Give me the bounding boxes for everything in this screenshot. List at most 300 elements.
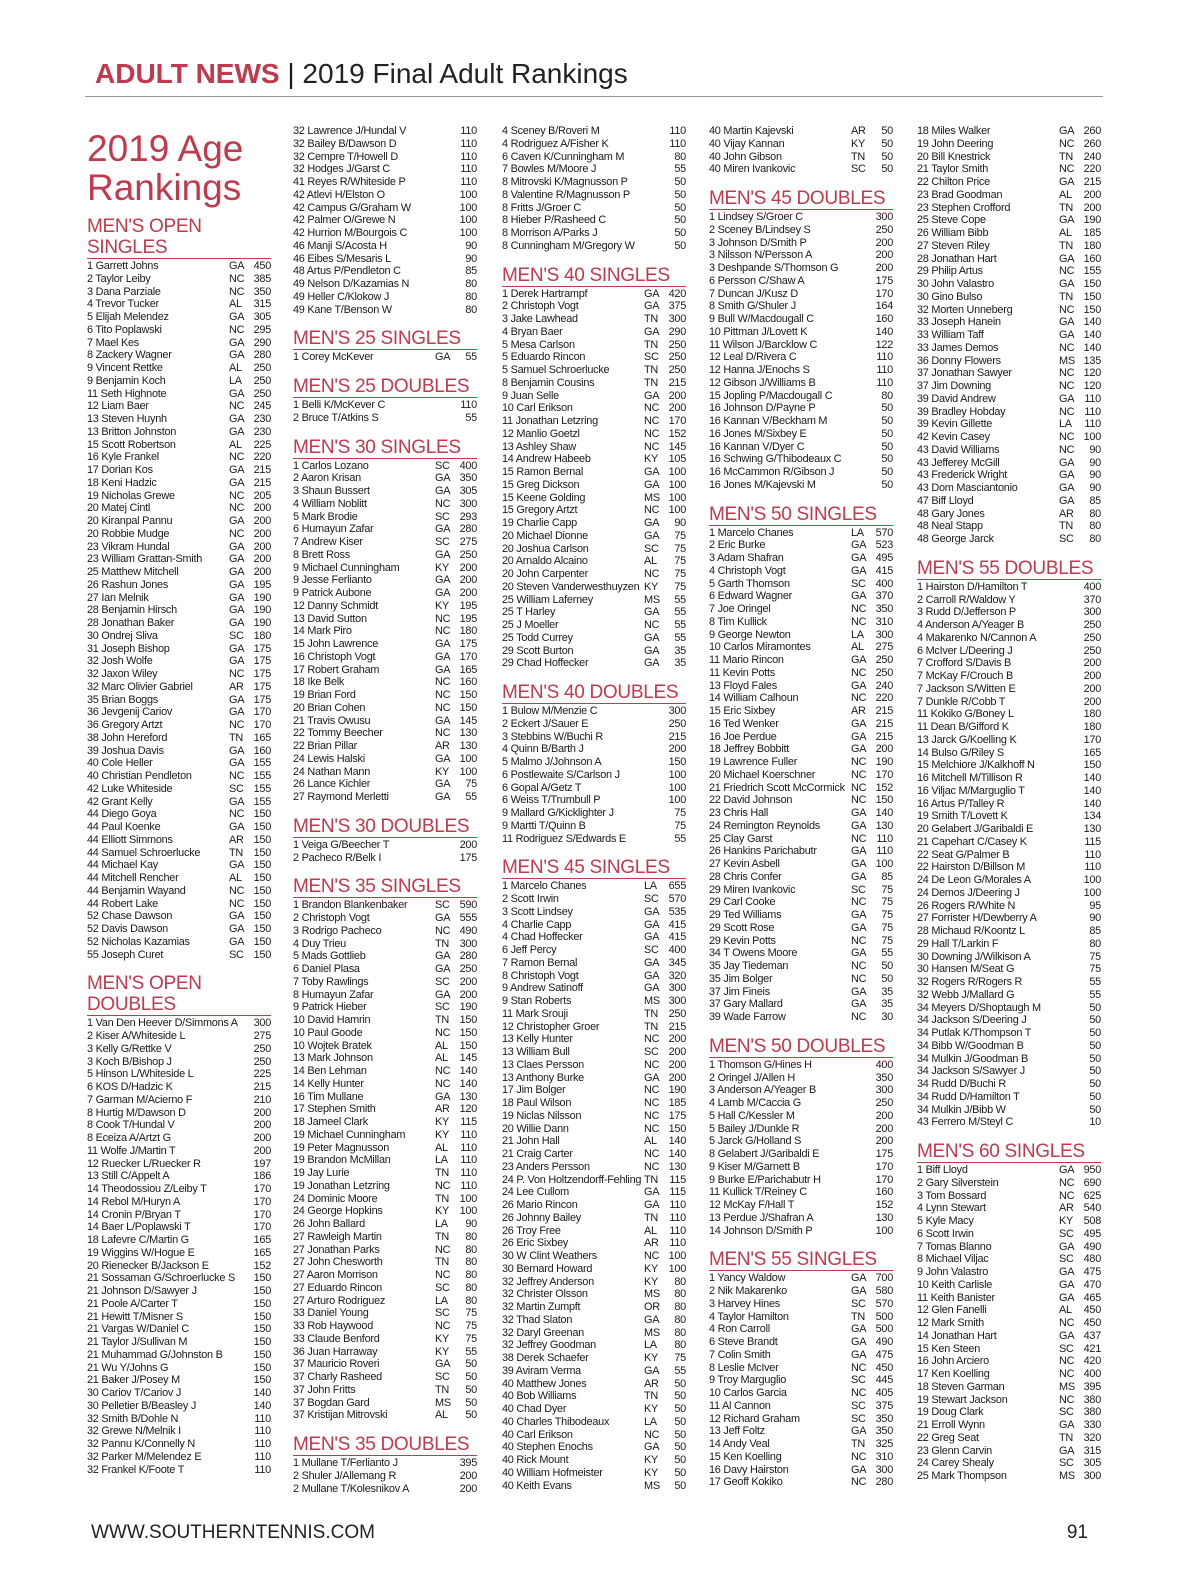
ranking-row [87,451,271,464]
ranking-row [502,364,686,377]
points: 380 [1083,1406,1101,1419]
state-code: NC [1059,1317,1075,1329]
ranking-row [293,485,477,498]
ranking-row [709,339,893,352]
team-name: 8 Eceiza A/Artzt G [87,1132,171,1144]
state-code: MS [644,1479,660,1492]
state-code: NC [851,692,867,705]
player-name: 29 Carl Cooke [709,896,776,909]
ranking-row [502,466,686,479]
player-name: 14 Mark Piro [293,625,352,638]
points: 220 [253,451,271,464]
ranking-row [87,1081,271,1094]
player-name: 48 George Jarck [917,533,994,545]
team-name: 8 Valentine R/Magnusson P [502,188,630,201]
player-name: 20 Willie Dann [502,1122,569,1135]
player-name: 13 Anthony Burke [502,1071,584,1084]
points: 300 [875,628,893,641]
points: 280 [875,1476,893,1489]
player-name: 3 Shaun Bussert [293,485,370,497]
state-code: NC [851,666,867,679]
points: 300 [459,497,477,510]
state-code: GA [229,260,245,272]
points: 300 [1083,606,1101,619]
state-code: NC [851,934,867,947]
ranking-row [87,1272,271,1285]
points: 380 [1083,1393,1101,1406]
points: 100 [459,214,477,227]
points: 250 [253,1042,271,1055]
ranking-row [293,651,477,664]
team-name: 2 Sceney B/Lindsey S [709,223,811,236]
player-name: 4 Bryan Baer [502,325,563,338]
ranking-row [502,1429,686,1442]
section-spacer [917,546,1101,558]
ranking-row [293,227,477,240]
points: 140 [1083,784,1101,797]
ranking-row [293,1470,477,1483]
ranking-row [293,189,477,202]
state-code: NC [435,497,451,510]
player-name: 55 Joseph Curet [87,948,164,961]
ranking-row [709,1438,893,1451]
state-code: GA [435,988,451,1001]
state-code: GA [229,617,245,629]
team-name: 14 Bulso G/Riley S [917,746,1004,759]
points: 170 [253,1221,271,1234]
ranking-row [87,1464,271,1477]
state-code: SC [1059,1406,1074,1419]
ranking-row [709,782,893,795]
points: 80 [465,1281,477,1294]
ranking-row [293,791,477,804]
team-name: 8 Hieber P/Rasheed C [502,214,606,227]
section-heading: MEN'S 60 SINGLES [917,1141,1101,1163]
team-name: 12 Ruecker L/Ruecker R [87,1157,201,1170]
team-name: 7 Crofford S/Davis B [917,657,1012,670]
points: 150 [253,821,271,833]
ranking-row [502,1327,686,1340]
player-name: 40 Martin Kajevski [709,125,794,137]
points: 200 [875,262,893,274]
state-code: NC [229,489,245,502]
ranking-row [293,1001,477,1014]
player-name: 21 Erroll Wynn [917,1419,985,1431]
player-name: 29 Scott Burton [502,644,574,657]
points: 200 [459,975,477,988]
player-name: 6 Humayun Zafar [293,523,374,536]
points: 250 [1083,644,1101,657]
ranking-row [502,428,686,441]
player-name: 11 Kevin Potts [709,666,775,679]
points: 300 [668,705,686,717]
points: 100 [668,504,686,517]
team-name: 9 Mallard G/Kicklighter J [502,807,614,819]
ranking-row [917,316,1101,329]
player-name: 21 Travis Owusu [293,714,371,727]
team-name: 2 Oringel J/Allen H [709,1071,796,1084]
ranking-row [917,670,1101,683]
player-name: 44 Elliott Simmons [87,833,173,846]
player-name: 40 Vijay Kannan [709,137,785,150]
points: 75 [674,1352,686,1364]
points: 155 [253,757,271,770]
team-name: 21 Johnson D/Sawyer J [87,1285,197,1297]
ranking-row [293,950,477,963]
ranking-row [709,1059,893,1072]
player-name: 2 Aaron Krisan [293,472,361,485]
points: 250 [1083,631,1101,644]
ranking-row [87,796,271,809]
state-code: NC [644,1122,660,1135]
team-name: 1 Belli K/McKever C [293,399,386,411]
ranking-row [293,1205,477,1218]
ranking-row [709,441,893,454]
points: 110 [1084,392,1101,405]
ranking-row [293,1333,477,1346]
player-name: 7 Toby Rawlings [293,975,369,988]
ranking-row [709,1476,893,1489]
state-code: GA [1059,392,1075,405]
ranking-row [502,1212,686,1225]
ranking-row [502,1314,686,1327]
player-name: 9 Troy Marguglio [709,1374,787,1387]
player-name: 6 Jeff Percy [502,944,557,956]
points: 50 [1089,1039,1101,1052]
section-heading: MEN'S 40 DOUBLES [502,682,686,704]
rankings-column-3 [502,125,686,1492]
state-code: GA [229,935,245,948]
ranking-row [502,1301,686,1314]
ranking-row [293,1269,477,1282]
player-name: 26 Eric Sixbey [502,1237,569,1250]
player-name: 18 Keni Hadzic [87,476,157,489]
team-name: 20 Gelabert J/Garibaldi E [917,823,1034,835]
points: 135 [1083,354,1101,367]
team-name: 2 Bruce T/Atkins S [293,411,379,424]
points: 80 [465,278,477,290]
points: 175 [253,668,271,680]
state-code: SC [1059,1342,1074,1355]
state-code: AR [644,1237,659,1250]
ranking-row [917,495,1101,508]
ranking-row [709,1110,893,1123]
state-code: GA [1059,329,1075,341]
player-name: 25 Clay Garst [709,832,773,845]
points: 450 [1083,1304,1101,1317]
points: 215 [668,1020,686,1033]
state-code: GA [851,985,867,998]
points: 175 [253,680,271,693]
ranking-row [709,224,893,237]
points: 50 [1089,1001,1101,1014]
state-code: NC [851,960,867,972]
team-name: 3 Johnson D/Smith P [709,236,807,249]
state-code: GA [1059,316,1075,329]
state-code: LA [435,1218,448,1230]
points: 180 [459,625,477,638]
points: 50 [881,478,893,491]
ranking-row [709,986,893,999]
player-name: 23 Chris Hall [709,807,769,819]
points: 490 [459,924,477,937]
state-code: NC [229,285,245,298]
ranking-row [709,973,893,986]
player-name: 19 Niclas Nilsson [502,1109,582,1122]
ranking-row [502,313,686,326]
points: 150 [253,935,271,948]
section-heading: MEN'S 30 DOUBLES [293,816,477,838]
ranking-row [917,457,1101,470]
points: 190 [668,1084,686,1097]
player-name: 16 John Arciero [917,1355,989,1368]
team-name: 21 Baker J/Posey M [87,1374,180,1387]
ranking-row [709,1225,893,1238]
ranking-row [917,1304,1101,1317]
ranking-row [917,657,1101,670]
team-name: 11 Dean B/Gifford K [917,721,1009,733]
points: 100 [668,491,686,504]
ranking-row [917,1091,1101,1104]
state-code: SC [229,782,244,795]
player-name: 6 Tito Poplawski [87,323,162,336]
ranking-row [87,1285,271,1298]
ranking-row [917,393,1101,406]
team-name: 8 Mitrovski K/Magnusson P [502,176,628,188]
section-heading: MEN'S 50 DOUBLES [709,1036,893,1058]
ranking-row [709,151,893,164]
points: 215 [668,730,686,743]
team-name: 19 Smith T/Lovett K [917,810,1008,823]
player-name: 44 Diego Goya [87,808,157,821]
team-name: 4 Rodriguez A/Fisher K [502,137,609,150]
section-heading: MEN'S 25 SINGLES [293,328,477,350]
ranking-row [293,625,477,638]
ranking-row [293,1244,477,1257]
ranking-row [917,406,1101,419]
ranking-row [709,1323,893,1336]
page-header [95,58,628,90]
points: 150 [459,1039,477,1052]
ranking-row [917,355,1101,368]
points: 185 [1083,227,1101,239]
ranking-row [502,743,686,756]
player-name: 9 John Valastro [917,1266,989,1278]
player-name: 33 Joseph Hanein [917,316,1001,329]
points: 110 [669,1237,686,1250]
state-code: TN [644,1390,659,1403]
ranking-row [293,1218,477,1231]
state-code: GA [851,998,867,1011]
ranking-row [293,202,477,215]
ranking-row [502,1110,686,1123]
ranking-row [502,594,686,607]
points: 350 [253,285,271,298]
points: 110 [460,125,477,137]
ranking-row [917,520,1101,533]
state-code: GA [851,1323,867,1336]
ranking-row [917,1215,1101,1228]
ranking-row [709,807,893,820]
points: 100 [1083,874,1101,886]
ranking-row [293,1307,477,1320]
state-code: NC [1059,1189,1075,1202]
state-code: SC [851,1374,866,1387]
ranking-row [87,643,271,656]
ranking-row [87,1425,271,1438]
ranking-row [917,747,1101,760]
section-heading: MEN'S OPEN SINGLES [87,216,271,259]
state-code: GA [851,654,867,666]
team-name: 16 Kannan V/Beckham M [709,415,828,427]
points: 150 [1083,278,1101,290]
player-name: 14 Andrew Habeeb [502,453,591,466]
ranking-row [502,1352,686,1365]
state-code: GA [1059,1164,1075,1176]
section-heading: MEN'S 40 SINGLES [502,265,686,287]
ranking-row [709,629,893,642]
state-code: GA [435,472,451,485]
points: 100 [875,1224,893,1237]
points: 165 [253,731,271,744]
points: 490 [875,1336,893,1348]
state-code: GA [644,325,660,338]
state-code: TN [851,150,866,163]
team-name: 34 Rudd D/Hamilton T [917,1090,1020,1103]
ranking-row [293,778,477,791]
ranking-row [293,1371,477,1384]
points: 150 [253,872,271,884]
ranking-row [502,970,686,983]
points: 260 [1083,125,1101,137]
player-name: 40 William Hofmeister [502,1466,603,1479]
ranking-row [502,415,686,428]
ranking-row [917,367,1101,380]
player-name: 36 Gregory Artzt [87,719,163,731]
ranking-row [709,1285,893,1298]
state-code: LA [851,628,864,641]
state-code: GA [1059,482,1075,494]
ranking-row [293,253,477,266]
ranking-row [293,151,477,164]
points: 145 [459,714,477,727]
ranking-row [87,273,271,286]
points: 75 [674,819,686,832]
points: 80 [674,1288,686,1301]
page-number: 91 [1066,1522,1088,1543]
points: 150 [875,794,893,807]
points: 140 [668,1135,686,1148]
state-code: GA [229,387,245,400]
points: 175 [253,642,271,655]
points: 315 [1083,1444,1101,1457]
ranking-row [87,1183,271,1196]
ranking-row [87,936,271,949]
points: 250 [875,223,893,236]
points: 170 [253,706,271,719]
points: 315 [253,298,271,311]
ranking-row [293,574,477,587]
state-code: NC [435,924,451,937]
ranking-row [293,1116,477,1129]
ranking-row [709,833,893,846]
state-code: MS [1059,1380,1075,1393]
ranking-row [87,681,271,694]
state-code: GA [229,349,245,362]
ranking-row [293,265,477,278]
player-name: 24 P. Von Holtzendorff-Fehling [502,1173,642,1186]
state-code: NC [435,612,451,625]
points: 75 [465,1307,477,1320]
ranking-row [709,1413,893,1426]
ranking-row [293,511,477,524]
points: 55 [1089,976,1101,988]
points: 75 [465,778,477,791]
ranking-row [502,982,686,995]
ranking-row [502,1378,686,1391]
player-name: 1 Marcelo Chanes [502,880,587,893]
player-name: 17 Dorian Kos [87,464,153,476]
state-code: NC [229,770,245,782]
team-name: 1 Bulow M/Menzie C [502,705,598,717]
points: 150 [668,1122,686,1135]
state-code: SC [851,1412,866,1425]
points: 200 [253,527,271,540]
ranking-row [917,1470,1101,1483]
points: 130 [459,1090,477,1103]
ranking-row [917,849,1101,862]
ranking-row [709,428,893,441]
state-code: GA [851,909,867,921]
ranking-row [293,498,477,511]
ranking-row [87,706,271,719]
player-name: 27 Kevin Asbell [709,858,780,870]
state-code: TN [435,1383,450,1396]
state-code: GA [229,744,245,757]
team-name: 6 KOS D/Hadzic K [87,1081,173,1093]
player-name: 12 Danny Schmidt [293,599,378,612]
ranking-row [87,872,271,885]
points: 310 [875,1450,893,1463]
points: 80 [465,290,477,303]
player-name: 23 Vikram Hundal [87,540,170,553]
points: 495 [875,552,893,564]
ranking-row [502,1365,686,1378]
player-name: 15 Keene Golding [502,491,586,504]
state-code: NC [229,400,245,413]
points: 330 [1083,1419,1101,1431]
player-name: 27 Steven Riley [917,239,990,252]
player-name: 5 Kyle Macy [917,1215,974,1227]
team-name: 43 Ferrero M/Steyl C [917,1116,1014,1129]
points: 200 [668,1033,686,1046]
points: 50 [1089,1065,1101,1078]
points: 80 [674,1301,686,1313]
player-name: 22 Tommy Beecher [293,727,383,740]
state-code: AL [851,641,864,654]
state-code: GA [851,539,867,552]
state-code: TN [435,1230,450,1243]
ranking-row [293,1129,477,1142]
state-code: GA [435,638,451,650]
ranking-row [293,600,477,613]
points: 250 [668,351,686,364]
player-name: 32 Josh Wolfe [87,655,153,668]
player-name: 20 Kiranpal Pannu [87,515,173,527]
points: 35 [674,657,686,670]
state-code: GA [1059,469,1075,482]
ranking-row [709,313,893,326]
